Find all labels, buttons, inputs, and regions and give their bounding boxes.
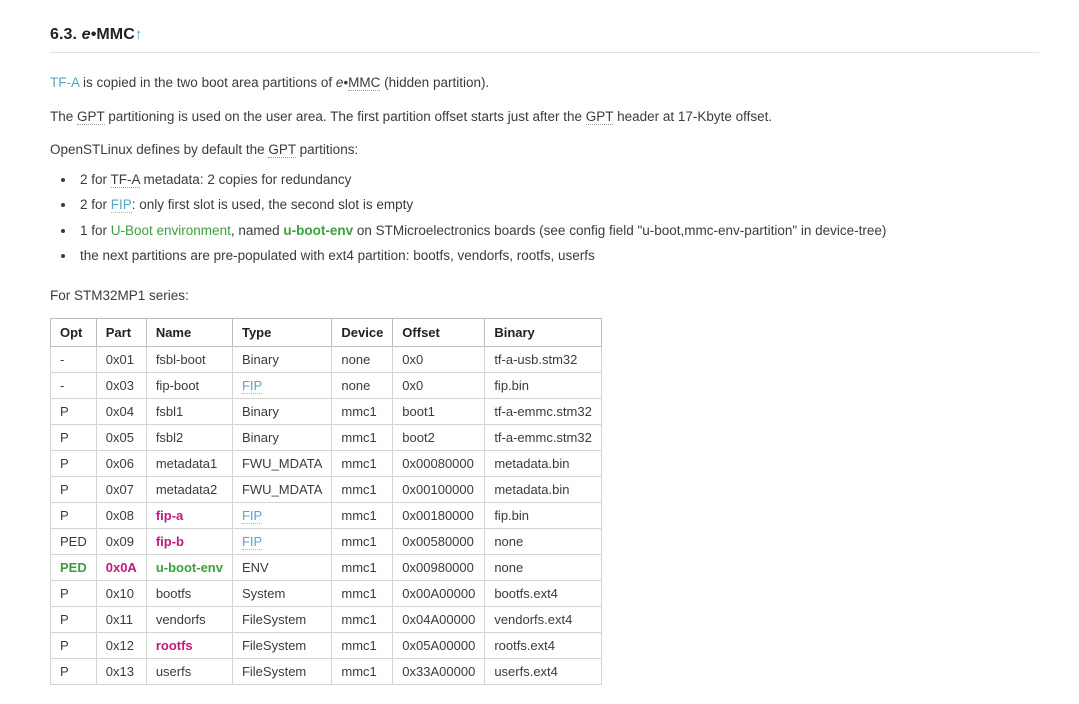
bullet-1-text-2: metadata: 2 copies for redundancy: [139, 171, 352, 187]
cell-opt-text: P: [60, 507, 69, 523]
cell-offset-text: 0x00080000: [402, 455, 474, 471]
cell-binary: [485, 632, 602, 658]
p1-text-1: is copied in the two boot area partitions of: [79, 75, 336, 90]
cell-opt-text: P: [60, 403, 69, 419]
gpt-abbr-2: GPT: [585, 108, 614, 124]
cell-opt: [51, 450, 97, 476]
p1-text-2: (hidden partition).: [380, 75, 490, 90]
cell-offset-text: 0x00580000: [402, 533, 474, 549]
cell-part: [96, 554, 146, 580]
cell-opt-text: P: [60, 663, 69, 679]
cell-type: [232, 606, 331, 632]
cell-device: [332, 580, 393, 606]
cell-type: [232, 554, 331, 580]
cell-binary: [485, 528, 602, 554]
cell-part: [96, 346, 146, 372]
table-row: [51, 398, 602, 424]
p1-emmc-e: e: [335, 75, 344, 90]
cell-type-text: FileSystem: [241, 663, 307, 679]
cell-name: [146, 502, 232, 528]
cell-device: [332, 606, 393, 632]
cell-device-text: mmc1: [341, 637, 377, 653]
cell-binary-text: rootfs.ext4: [494, 637, 556, 653]
cell-offset: [393, 632, 485, 658]
cell-part-text: 0x12: [105, 637, 134, 653]
cell-type: [232, 346, 331, 372]
cell-device-text: mmc1: [341, 533, 377, 549]
list-item: [76, 221, 1039, 241]
cell-name-text: metadata1: [155, 455, 218, 471]
table-row: [51, 554, 602, 580]
cell-binary-text: none: [494, 533, 524, 549]
cell-part: [96, 424, 146, 450]
cell-part-text: 0x05: [105, 429, 134, 445]
cell-name-text: fsbl-boot: [155, 351, 206, 367]
cell-device-text: mmc1: [341, 481, 377, 497]
cell-part-text: 0x0A: [105, 559, 137, 575]
tf-a-link[interactable]: TF-A: [50, 75, 80, 90]
cell-part-text: 0x10: [105, 585, 134, 601]
cell-offset: [393, 658, 485, 684]
cell-opt-text: P: [60, 481, 69, 497]
cell-type: [232, 658, 331, 684]
cell-part: [96, 398, 146, 424]
cell-name: [146, 476, 232, 502]
cell-binary-text: vendorfs.ext4: [494, 611, 573, 627]
cell-type-text: FWU_MDATA: [241, 481, 323, 497]
table-row: [51, 658, 602, 684]
u-boot-environment-link[interactable]: U-Boot environment: [110, 222, 231, 238]
cell-offset-text: 0x00A00000: [402, 585, 476, 601]
cell-name-text: fip-a: [155, 507, 184, 523]
cell-type-text[interactable]: FIP: [241, 377, 263, 393]
section-anchor-link[interactable]: ↑: [134, 26, 143, 43]
cell-offset: [393, 606, 485, 632]
cell-binary: [485, 554, 602, 580]
cell-name: [146, 450, 232, 476]
cell-offset-text: 0x00980000: [402, 559, 474, 575]
cell-binary-text: metadata.bin: [494, 455, 570, 471]
cell-binary: [485, 580, 602, 606]
cell-binary-text: fip.bin: [494, 507, 530, 523]
cell-type: [232, 372, 331, 398]
cell-offset-text: 0x0: [402, 351, 424, 367]
cell-binary: [485, 398, 602, 424]
cell-name-text: userfs: [155, 663, 192, 679]
cell-device: [332, 658, 393, 684]
p2-text-1: The: [50, 108, 78, 124]
bullet-4-text: the next partitions are pre-populated with ext4 partition: bootfs, vendorfs, rootfs, userfs: [80, 248, 595, 264]
cell-binary: [485, 502, 602, 528]
cell-name: [146, 528, 232, 554]
cell-offset: [393, 476, 485, 502]
table-row: [51, 606, 602, 632]
cell-part: [96, 606, 146, 632]
cell-offset: [393, 372, 485, 398]
section-title-mmc: MMC: [96, 26, 135, 43]
cell-opt-text: P: [60, 585, 69, 601]
cell-binary-text: bootfs.ext4: [494, 585, 558, 601]
cell-type-text: FileSystem: [241, 637, 307, 653]
cell-part-text: 0x09: [105, 533, 134, 549]
cell-name: [146, 424, 232, 450]
cell-name-text: fip-b: [155, 533, 184, 549]
cell-binary: [485, 450, 602, 476]
partition-list: [50, 170, 1039, 266]
cell-binary: [485, 372, 602, 398]
paragraph-gpt-partitioning: [50, 93, 1039, 127]
cell-type-text: ENV: [241, 559, 269, 575]
cell-part: [96, 372, 146, 398]
column-header-offset: Offset: [393, 318, 485, 346]
table-row: [51, 580, 602, 606]
cell-binary: [485, 658, 602, 684]
column-header-binary: Binary: [485, 318, 602, 346]
cell-opt: [51, 502, 97, 528]
page-title: [50, 26, 1039, 53]
cell-opt-text: PED: [60, 559, 87, 575]
cell-binary-text: metadata.bin: [494, 481, 570, 497]
cell-offset-text: 0x00180000: [402, 507, 474, 523]
cell-part-text: 0x01: [105, 351, 134, 367]
bullet-2-text-2: : only first slot is used, the second slot is empty: [131, 197, 414, 213]
cell-type-text[interactable]: FIP: [241, 507, 263, 523]
cell-opt-text: P: [60, 637, 69, 653]
cell-binary: [485, 424, 602, 450]
cell-name: [146, 658, 232, 684]
cell-device-text: mmc1: [341, 455, 377, 471]
cell-name-text: u-boot-env: [155, 559, 223, 575]
cell-offset-text: boot1: [402, 403, 435, 419]
cell-device: [332, 372, 393, 398]
p3-text-1: OpenSTLinux defines by default the: [50, 142, 269, 158]
cell-binary-text: tf-a-emmc.stm32: [494, 403, 592, 419]
cell-opt: [51, 398, 97, 424]
table-body: [51, 346, 602, 684]
fip-abbr[interactable]: FIP: [110, 197, 132, 213]
cell-device-text: mmc1: [341, 585, 377, 601]
cell-name: [146, 606, 232, 632]
cell-name-text: metadata2: [155, 481, 218, 497]
cell-binary-text: none: [494, 559, 524, 575]
p3-text-2: partitions:: [295, 142, 359, 158]
table-row: [51, 424, 602, 450]
cell-binary-text: tf-a-emmc.stm32: [494, 429, 592, 445]
cell-opt-text: -: [60, 351, 65, 367]
cell-name: [146, 346, 232, 372]
mmc-abbr: MMC: [348, 75, 381, 90]
cell-offset-text: 0x33A00000: [402, 663, 476, 679]
section-title-e: e: [81, 26, 91, 43]
cell-type-text[interactable]: FIP: [241, 533, 263, 549]
cell-type-text: Binary: [241, 403, 279, 419]
p2-text-3: header at 17-Kbyte offset.: [613, 108, 773, 124]
p1-emmc-bullet: •: [343, 75, 349, 90]
cell-offset: [393, 580, 485, 606]
cell-part-text: 0x08: [105, 507, 134, 523]
cell-type: [232, 632, 331, 658]
cell-part-text: 0x04: [105, 403, 134, 419]
cell-part: [96, 658, 146, 684]
section-title-bullet: •: [90, 26, 97, 43]
cell-part: [96, 450, 146, 476]
cell-binary-text: userfs.ext4: [494, 663, 558, 679]
cell-part: [96, 476, 146, 502]
cell-name: [146, 632, 232, 658]
cell-opt-text: P: [60, 611, 69, 627]
cell-opt: [51, 658, 97, 684]
cell-name: [146, 554, 232, 580]
p2-text-2: partitioning is used on the user area. The first partition offset starts just after the: [104, 108, 586, 124]
bullet-3-text-2: , named: [230, 222, 284, 238]
cell-device: [332, 476, 393, 502]
cell-type-text: System: [241, 585, 286, 601]
column-header-type: Type: [232, 318, 331, 346]
cell-opt-text: P: [60, 455, 69, 471]
cell-device: [332, 450, 393, 476]
cell-binary: [485, 606, 602, 632]
cell-type-text: Binary: [241, 429, 279, 445]
cell-name-text: rootfs: [155, 637, 193, 653]
cell-type-text: FileSystem: [241, 611, 307, 627]
paragraph-tfa-copy: [50, 59, 1039, 93]
cell-type-text: Binary: [241, 351, 279, 367]
column-header-device: Device: [332, 318, 393, 346]
column-header-part: Part: [96, 318, 146, 346]
bullet-3-text-3: on STMicroelectronics boards (see config field "u-boot,mmc-env-partition" in device-tree): [353, 222, 887, 238]
cell-opt: [51, 580, 97, 606]
cell-device-text: mmc1: [341, 559, 377, 575]
cell-opt: [51, 528, 97, 554]
paragraph-openstlinux-defaults: [50, 126, 1039, 160]
cell-device: [332, 554, 393, 580]
table-row: [51, 502, 602, 528]
cell-device-text: mmc1: [341, 507, 377, 523]
cell-opt-text: PED: [60, 533, 87, 549]
cell-name-text: fsbl1: [155, 403, 184, 419]
gpt-abbr-1: GPT: [77, 108, 105, 124]
cell-binary: [485, 476, 602, 502]
cell-device-text: none: [341, 351, 371, 367]
cell-type: [232, 502, 331, 528]
partition-table: [50, 318, 602, 685]
table-row: [51, 528, 602, 554]
cell-type-text: FWU_MDATA: [241, 455, 323, 471]
cell-type: [232, 450, 331, 476]
cell-name-text: bootfs: [155, 585, 192, 601]
cell-opt: [51, 424, 97, 450]
cell-name: [146, 580, 232, 606]
bullet-1-text-1: 2 for: [80, 171, 111, 187]
cell-part-text: 0x06: [105, 455, 134, 471]
cell-offset: [393, 398, 485, 424]
cell-offset: [393, 346, 485, 372]
cell-offset-text: 0x0: [402, 377, 424, 393]
cell-opt: [51, 346, 97, 372]
cell-device: [332, 632, 393, 658]
paragraph-series-intro: For STM32MP1 series:: [50, 287, 189, 303]
cell-part: [96, 632, 146, 658]
cell-offset: [393, 450, 485, 476]
cell-binary: [485, 346, 602, 372]
cell-binary-text: fip.bin: [494, 377, 530, 393]
cell-name-text: fip-boot: [155, 377, 200, 393]
cell-name: [146, 372, 232, 398]
cell-part: [96, 580, 146, 606]
cell-part-text: 0x13: [105, 663, 134, 679]
cell-offset-text: 0x05A00000: [402, 637, 476, 653]
cell-opt: [51, 372, 97, 398]
cell-offset: [393, 554, 485, 580]
tf-a-abbr: TF-A: [110, 171, 140, 187]
cell-type: [232, 580, 331, 606]
cell-part: [96, 502, 146, 528]
bullet-2-text-1: 2 for: [80, 197, 111, 213]
table-row: [51, 450, 602, 476]
cell-type: [232, 398, 331, 424]
cell-name-text: vendorfs: [155, 611, 206, 627]
list-item: [76, 195, 1039, 215]
cell-type: [232, 424, 331, 450]
cell-part: [96, 528, 146, 554]
cell-type: [232, 528, 331, 554]
cell-device-text: none: [341, 377, 371, 393]
cell-name-text: fsbl2: [155, 429, 184, 445]
cell-type: [232, 476, 331, 502]
cell-part-text: 0x11: [105, 611, 133, 627]
cell-offset: [393, 502, 485, 528]
cell-device-text: mmc1: [341, 403, 377, 419]
cell-opt: [51, 632, 97, 658]
cell-device-text: mmc1: [341, 663, 377, 679]
gpt-abbr-3: GPT: [268, 142, 296, 158]
table-row: [51, 372, 602, 398]
cell-opt-text: P: [60, 429, 69, 445]
cell-part-text: 0x07: [105, 481, 134, 497]
cell-binary-text: tf-a-usb.stm32: [494, 351, 578, 367]
cell-opt: [51, 554, 97, 580]
cell-offset-text: boot2: [402, 429, 435, 445]
list-item: [76, 246, 1039, 266]
column-header-opt: Opt: [51, 318, 97, 346]
cell-opt-text: -: [60, 377, 65, 393]
cell-name: [146, 398, 232, 424]
section-number: 6.3.: [50, 26, 78, 43]
u-boot-env-name: u-boot-env: [283, 222, 354, 238]
cell-offset-text: 0x00100000: [402, 481, 474, 497]
cell-device: [332, 424, 393, 450]
cell-opt: [51, 606, 97, 632]
cell-offset: [393, 528, 485, 554]
cell-device-text: mmc1: [341, 429, 377, 445]
table-header-row: [51, 318, 602, 346]
cell-offset: [393, 424, 485, 450]
cell-device: [332, 502, 393, 528]
list-item: [76, 170, 1039, 190]
bullet-3-text-1: 1 for: [80, 222, 111, 238]
cell-offset-text: 0x04A00000: [402, 611, 476, 627]
column-header-name: Name: [146, 318, 232, 346]
cell-device: [332, 398, 393, 424]
table-row: [51, 476, 602, 502]
table-row: [51, 632, 602, 658]
cell-opt: [51, 476, 97, 502]
cell-part-text: 0x03: [105, 377, 134, 393]
cell-device-text: mmc1: [341, 611, 377, 627]
table-row: [51, 346, 602, 372]
cell-device: [332, 528, 393, 554]
cell-device: [332, 346, 393, 372]
